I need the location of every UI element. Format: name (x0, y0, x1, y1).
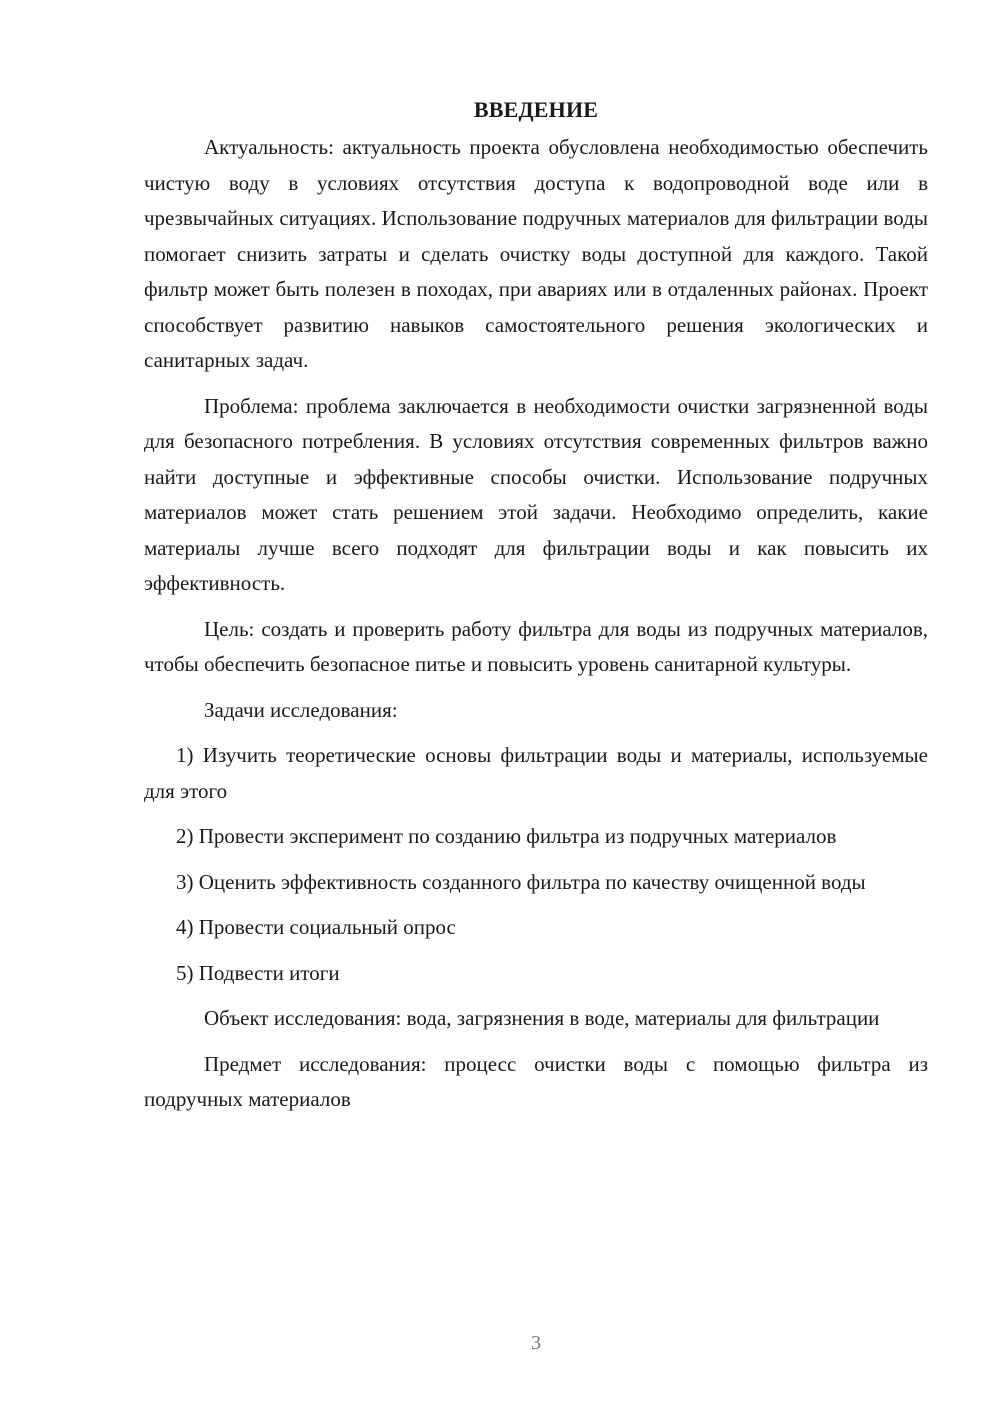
paragraph-subject: Предмет исследования: процесс очистки воды с помощью фильтра из подручных материалов (144, 1051, 928, 1111)
section-heading: ВВЕДЕНИЕ (473, 97, 599, 122)
paragraph-object: Объект исследования: вода, загрязнения в воде, материалы для фильтрации (204, 1006, 880, 1030)
paragraph-goal: Цель: создать и проверить работу фильтра для воды из подручных материалов, чтобы обеспечить безопасное питье и повысить уровень санитарной культуры. (144, 616, 928, 676)
document-page (144, 92, 928, 1128)
task-item-1: 1) Изучить теоретические основы фильтрации воды и материалы, используемые для этого (144, 743, 928, 803)
paragraph-relevance: Актуальность: актуальность проекта обусловлена необходимостью обеспечить чистую воду в условиях отсутствия доступа к водопроводной воде или в чрезвычайных ситуациях. Использование подручных материалов для фильтрации воды помогает снизить затраты и сделать очистку воды доступной для каждого. Такой фильтр может быть полезен в походах, при авариях или в отдаленных районах. Проект способствует развитию навыков самостоятельного решения экологических и санитарных задач. (144, 135, 928, 372)
tasks-title: Задачи исследования: (204, 697, 398, 722)
task-item-2: 2) Провести эксперимент по созданию фильтра из подручных материалов (176, 824, 837, 848)
task-item-5: 5) Подвести итоги (176, 960, 340, 985)
paragraph-problem: Проблема: проблема заключается в необходимости очистки загрязненной воды для безопасного потребления. В условиях отсутствия современных фильтров важно найти доступные и эффективные способы очистки. Использование подручных материалов может стать решением этой задачи. Необходимо определить, какие материалы лучше всего подходят для фильтрации воды и как повысить их эффективность. (144, 393, 928, 595)
task-item-3: 3) Оценить эффективность созданного фильтра по качеству очищенной воды (176, 869, 866, 894)
task-item-4: 4) Провести социальный опрос (176, 915, 456, 939)
page-number: 3 (531, 1332, 541, 1354)
